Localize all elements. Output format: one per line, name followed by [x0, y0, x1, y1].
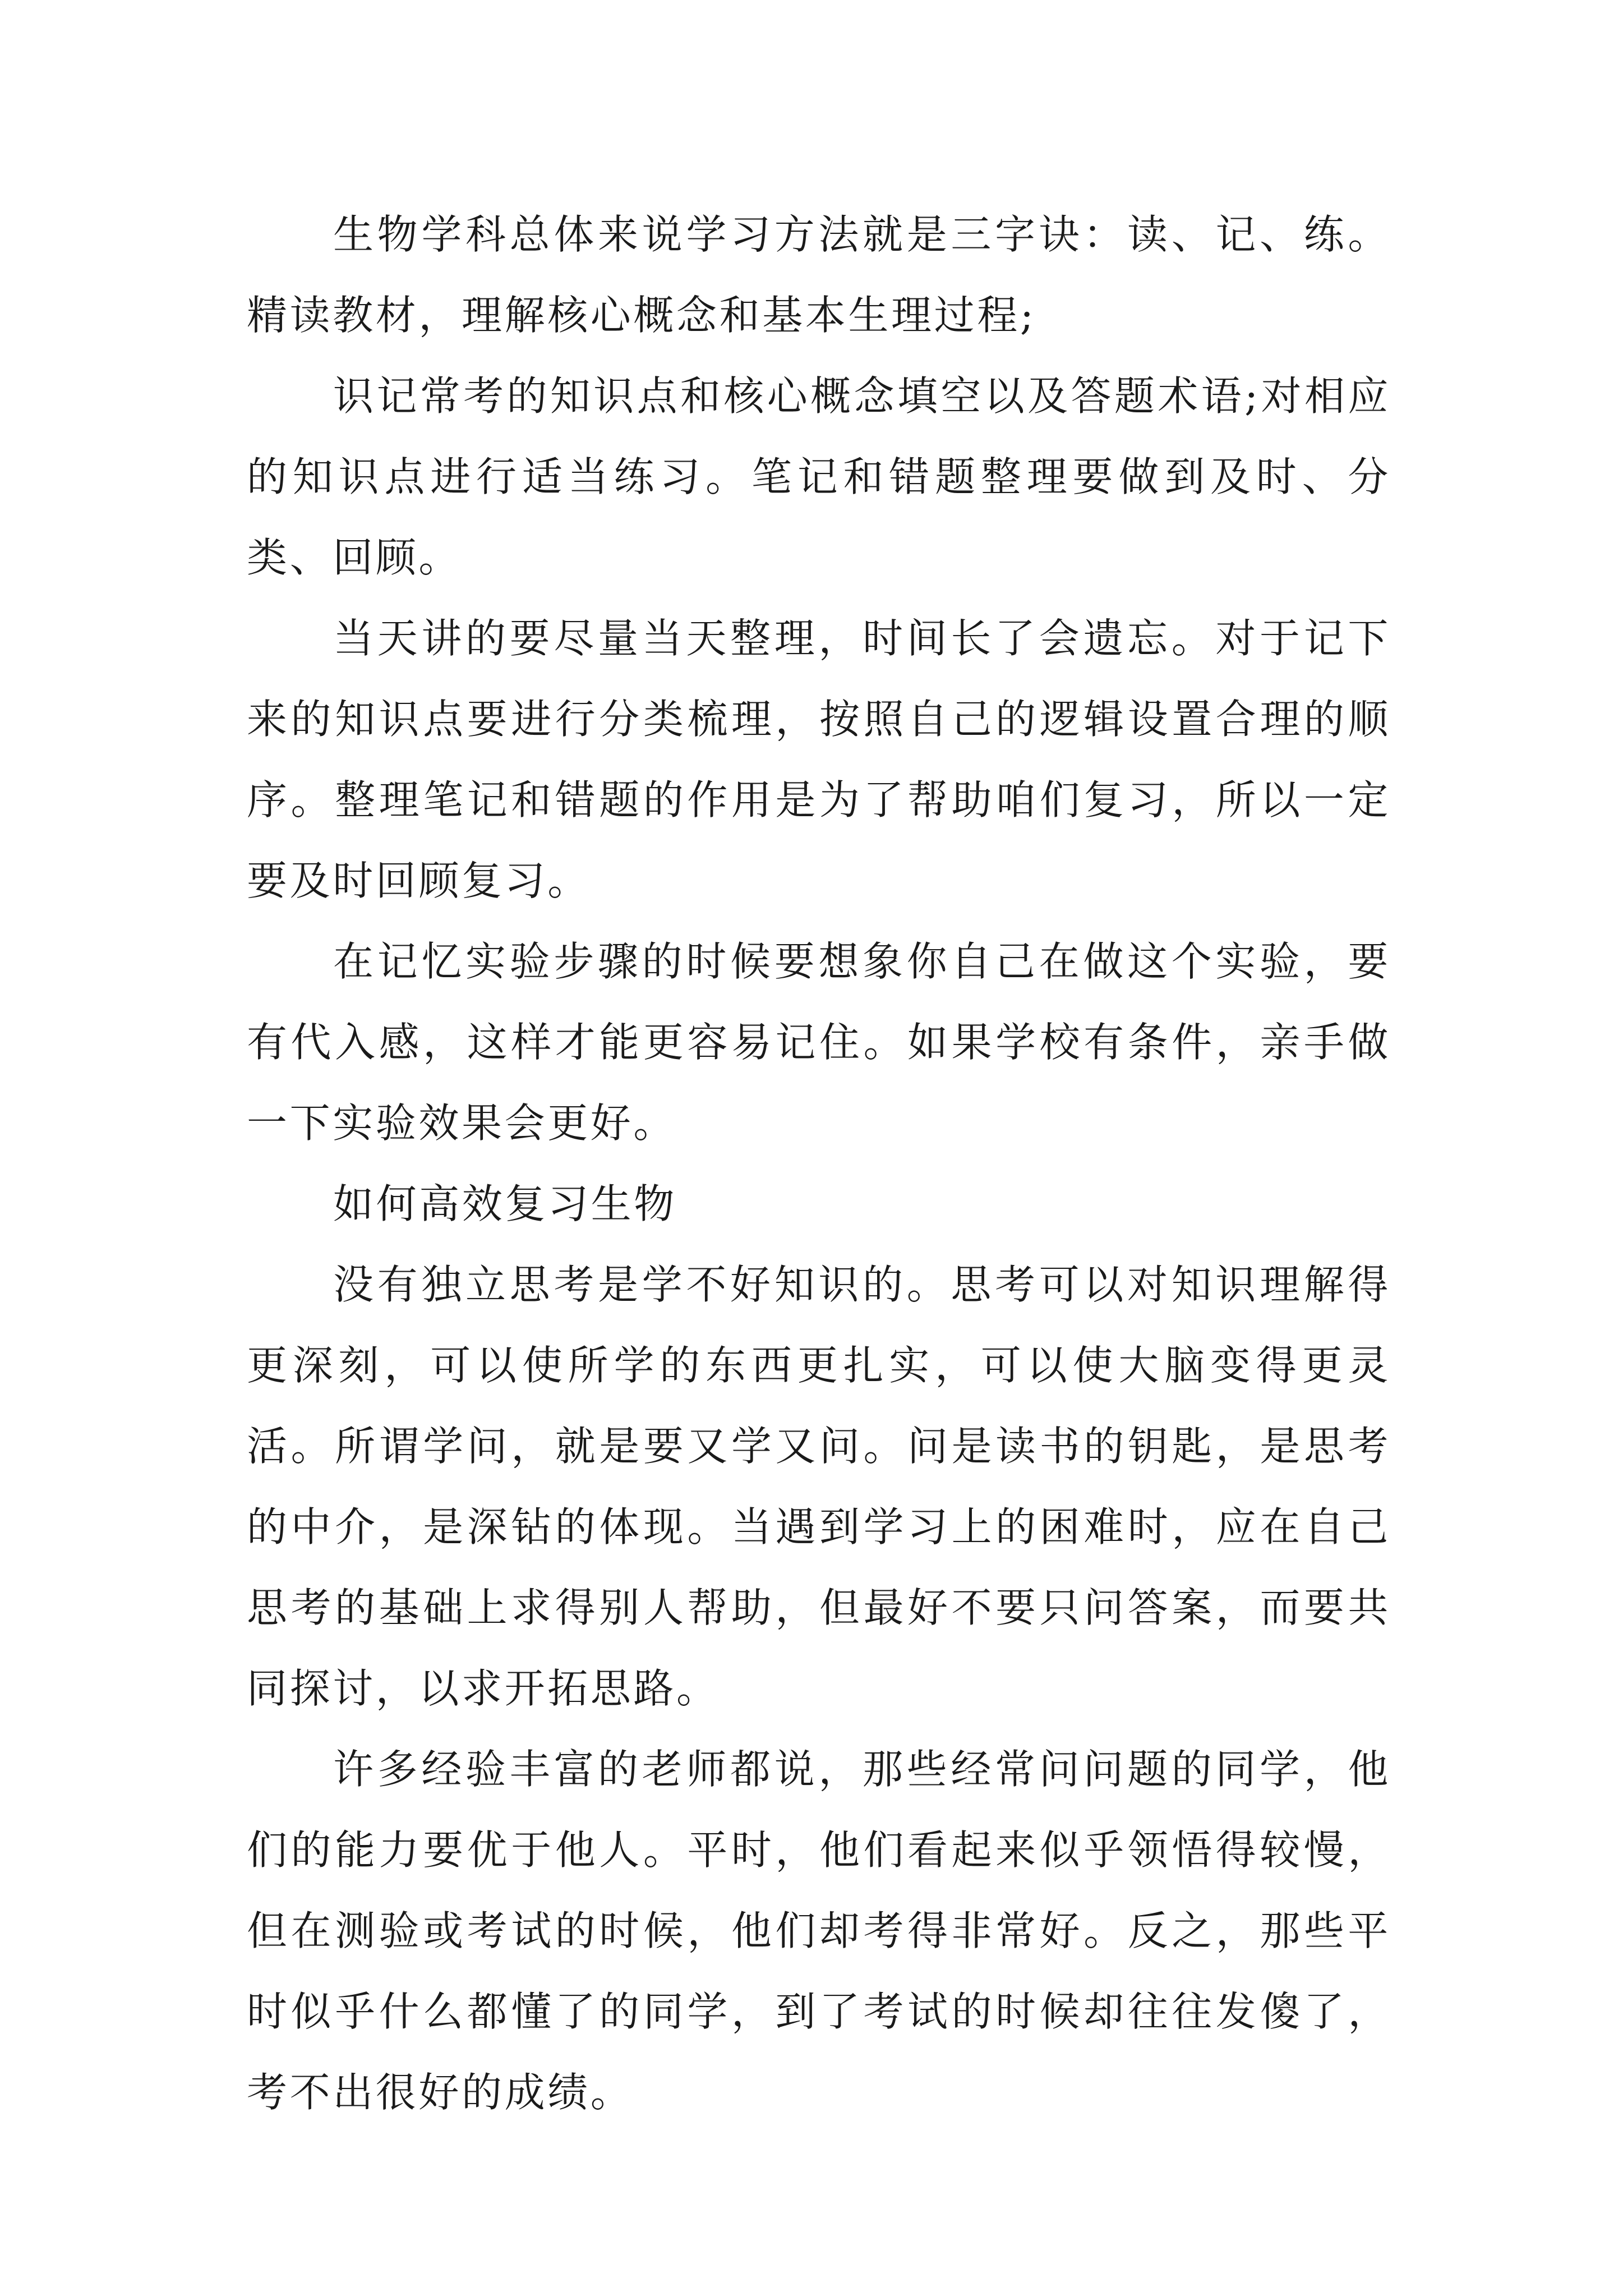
document-body — [247, 194, 1391, 2133]
paragraph-memorize-practice: 识记常考的知识点和核心概念填空以及答题术语;对相应的知识点进行适当练习。笔记和错题整理要做到及时、分类、回顾。 — [247, 372, 1391, 581]
paragraph-asking-questions: 许多经验丰富的老师都说，那些经常问问题的同学，他们的能力要优于他人。平时，他们看起来似乎领悟得较慢，但在测验或考试的时候，他们却考得非常好。反之，那些平时似乎什么都懂了的同学，到了考试的时候却往往发傻了，考不出很好的成绩。 — [247, 1746, 1391, 2116]
paragraph-organize-notes: 当天讲的要尽量当天整理，时间长了会遗忘。对于记下来的知识点要进行分类梳理，按照自己的逻辑设置合理的顺序。整理笔记和错题的作用是为了帮助咱们复习，所以一定要及时回顾复习。 — [247, 615, 1391, 904]
paragraph-study-method: 生物学科总体来说学习方法就是三字诀：读、记、练。精读教材，理解核心概念和基本生理过程; — [247, 211, 1391, 339]
paragraph-independent-thinking: 没有独立思考是学不好知识的。思考可以对知识理解得更深刻，可以使所学的东西更扎实，可以使大脑变得更灵活。所谓学问，就是要又学又问。问是读书的钥匙，是思考的中介，是深钻的体现。当遇到学习上的困难时，应在自己思考的基础上求得别人帮助，但最好不要只问答案，而要共同探讨，以求开拓思路。 — [247, 1261, 1391, 1712]
paragraph-experiment-steps: 在记忆实验步骤的时候要想象你自己在做这个实验，要有代入感，这样才能更容易记住。如果学校有条件，亲手做一下实验效果会更好。 — [247, 938, 1391, 1147]
section-heading: 如何高效复习生物 — [333, 1180, 677, 1227]
